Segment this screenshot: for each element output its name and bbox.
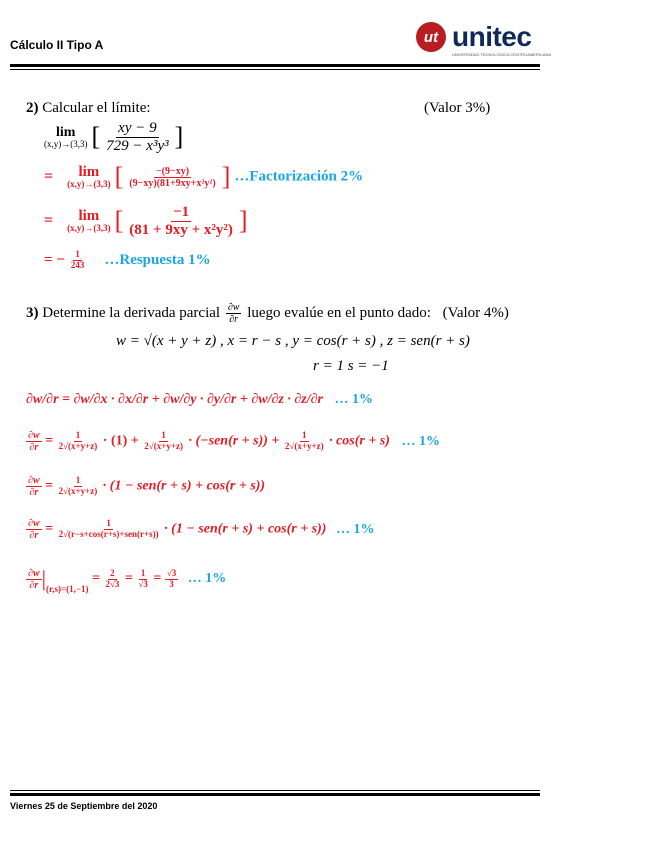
footer-rule-thin <box>10 790 540 791</box>
footer-rule <box>10 793 540 796</box>
header-rule <box>10 64 540 67</box>
problem-2-value: (Valor 3%) <box>424 100 491 116</box>
step-2: = lim (x,y)→(3,3) [ $\frac{-1}{\text{(81 + 9xy + x²y²)}}$ ] <box>44 204 248 238</box>
problem-2-text: Calcular el límite: <box>42 100 151 116</box>
footer-date: Viernes 25 de Septiembre del 2020 <box>10 801 158 811</box>
limit-operator: lim (x,y)→(3,3) <box>44 124 88 149</box>
derivative-evaluation: $\frac{\partial w}{\partial r}$ $|_{(r,s)=(1,-1)}$ = $\frac{2}{2√3}$ = $\frac{1}{√3}$ = $\frac{√3}{3}$ … 1% <box>28 566 227 595</box>
problem-2-number: 2) <box>26 100 39 116</box>
step-3: = − $\frac{1}{243}$ …Respuesta 1% <box>44 249 211 270</box>
document-title: Cálculo II Tipo A <box>10 38 104 52</box>
point-line: r = 1 s = −1 <box>313 358 389 374</box>
chain-rule: ∂w/∂r = ∂w/∂x · ∂x/∂r + ∂w/∂y · ∂y/∂r + ∂w/∂z · ∂z/∂r … 1% <box>26 392 373 407</box>
header-rule-thin <box>10 69 540 70</box>
derivative-line-2: $\frac{\partial w}{\partial r}$ = $\frac{1}{2√(x+y+z)}$ · (1) + $\frac{1}{2√(x+y+z)}$ · (−sen(r + s)) + $\frac{1}{2√(x+y+z)}$ · cos(r + s) … 1% <box>28 430 440 453</box>
logo-mark-icon: ut <box>416 22 446 52</box>
logo-text: unitec <box>452 21 532 52</box>
derivative-line-3: $\frac{\partial w}{\partial r}$ = $\frac{1}{2√(x+y+z)}$ · (1 − sen(r + s) + cos(r + s)) <box>28 475 266 498</box>
limit-fraction: $\frac{xy - 9}{\text{729 − x³y³}}$ <box>106 120 169 154</box>
derivative-line-4: $\frac{\partial w}{\partial r}$ = $\frac{1}{\text{2√(r−s+cos(r+s)+sen(r+s))}}$ · (1 − sen(r + s) + cos(r + s)) … 1% <box>28 518 375 541</box>
unitec-logo <box>416 21 552 57</box>
step-1-note: …Factorización 2% <box>234 168 364 185</box>
problem-3-statement: 3) Determine la derivada parcial $\frac{\partial w}{\partial r}$ luego evalúe en el punto dado: (Valor 4%) <box>26 302 509 325</box>
step-1: = lim (x,y)→(3,3) [ $\frac{-(9-xy)}{\text{(9−xy)(81+9xy+x²y²)}}$ ] …Factorización 2% <box>44 162 364 191</box>
definitions-line: w = √(x + y + z) , x = r − s , y = cos(r + s) , z = sen(r + s) <box>116 333 470 349</box>
problem-2-statement <box>26 100 151 117</box>
step-3-note: …Respuesta 1% <box>104 252 211 269</box>
logo-subtitle: UNIVERSIDAD TECNOLÓGICA CENTROAMERICANA <box>452 52 552 57</box>
limit-expression: lim (x,y)→(3,3) [ $\frac{xy - 9}{\text{729 − x³y³}}$ ] <box>44 120 184 154</box>
